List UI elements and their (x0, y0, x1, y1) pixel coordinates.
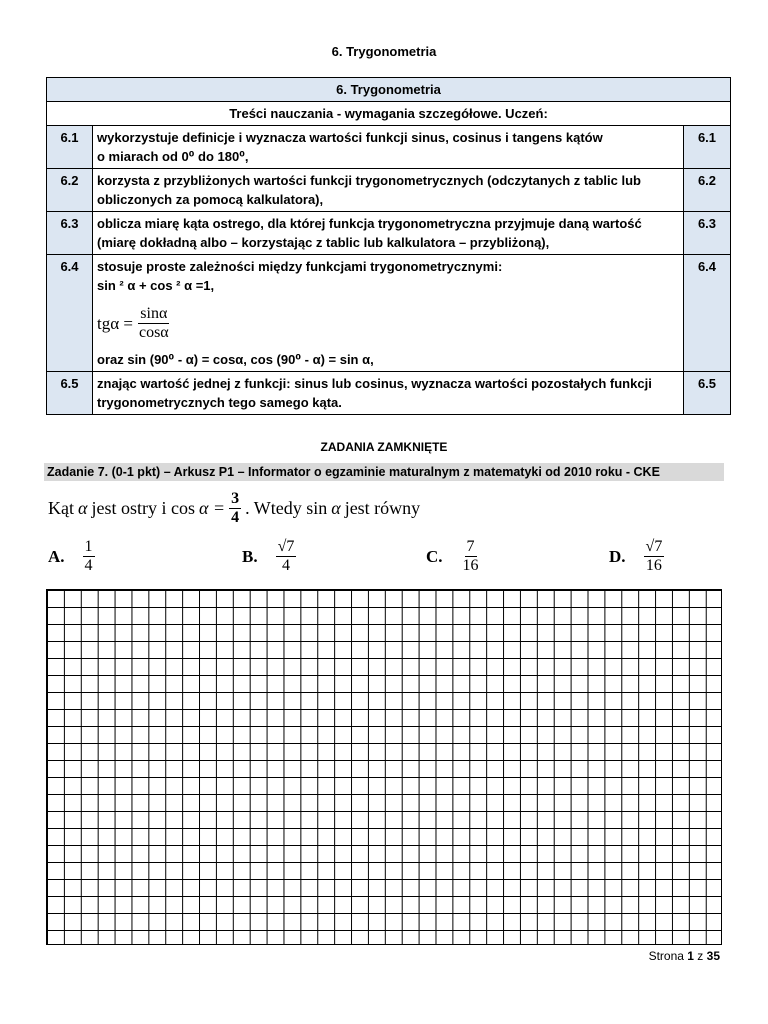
fraction-numerator: √7 (645, 538, 663, 555)
row-line: oblicza miarę kąta ostrego, dla której funkcja trygonometryczna przyjmuje daną wartość (97, 216, 642, 231)
row-line: oraz sin (90⁰ - α) = cosα, cos (90⁰ - α) = sin α, (97, 352, 374, 367)
row-code-right: 6.4 (684, 255, 731, 372)
row-line: (miarę dokładną albo – korzystając z tablic lub kalkulatora – przybliżoną), (97, 235, 550, 250)
table-row (47, 255, 731, 372)
fraction-numerator: 1 (84, 538, 93, 555)
fraction-denominator: 4 (281, 557, 290, 574)
answer-fraction (461, 538, 481, 575)
answer-letter: C. (426, 546, 443, 566)
fraction-denominator: 16 (462, 557, 479, 574)
footer-total: 35 (706, 949, 720, 963)
fraction-denominator: cosα (138, 324, 169, 341)
row-code: 6.5 (47, 372, 93, 415)
answer-fraction (83, 538, 95, 575)
row-line: o miarach od 0⁰ do 180⁰, (97, 149, 249, 164)
row-text (93, 126, 684, 169)
question-part: jest ostry i cos (91, 498, 195, 518)
footer-page: 1 (687, 949, 694, 963)
row-text (93, 169, 684, 212)
page-title: 6. Trygonometria (331, 44, 437, 59)
row-code: 6.3 (47, 212, 93, 255)
row-code-right: 6.5 (684, 372, 731, 415)
answer-letter: D. (609, 546, 626, 566)
question-text (48, 490, 420, 527)
fraction-denominator: 16 (645, 557, 662, 574)
table-header: 6. Trygonometria (47, 78, 731, 102)
section-title: ZADANIA ZAMKNIĘTE (320, 440, 448, 454)
question-alpha: α (78, 498, 88, 518)
row-text (93, 212, 684, 255)
row-code: 6.2 (47, 169, 93, 212)
table-row (47, 212, 731, 255)
fraction-numerator: √7 (277, 538, 295, 555)
answer-letter: A. (48, 546, 65, 566)
fraction-denominator: 4 (84, 557, 93, 574)
question-part: . Wtedy sin (245, 498, 328, 518)
formula-lhs: tgα = (97, 314, 133, 333)
row-line: sin ² α + cos ² α =1, (97, 278, 215, 293)
table-row (47, 169, 731, 212)
row-code-right: 6.1 (684, 126, 731, 169)
answer-option-b[interactable] (242, 538, 296, 575)
question-eq: α = (198, 498, 226, 518)
table-row (47, 372, 731, 415)
row-code: 6.1 (47, 126, 93, 169)
question-fraction (229, 490, 241, 527)
row-line: obliczonych za pomocą kalkulatora), (97, 192, 324, 207)
page-footer (649, 949, 720, 963)
formula-fraction (137, 305, 171, 342)
tangent-formula (97, 305, 679, 342)
requirements-table (46, 77, 731, 415)
task-header: Zadanie 7. (0-1 pkt) – Arkusz P1 – Informator o egzaminie maturalnym z matematyki od 2010 roku - CKE (44, 463, 724, 481)
answer-fraction (276, 538, 297, 575)
answer-option-c[interactable] (426, 538, 481, 575)
row-text (93, 372, 684, 415)
footer-sep: z (697, 949, 704, 963)
fraction-denominator: 4 (231, 509, 240, 526)
table-subheader: Treści nauczania - wymagania szczegółowe. Uczeń: (47, 102, 731, 126)
row-code-right: 6.2 (684, 169, 731, 212)
table-row (47, 126, 731, 169)
fraction-numerator: sinα (140, 305, 168, 322)
row-code-right: 6.3 (684, 212, 731, 255)
fraction-numerator: 7 (466, 538, 475, 555)
answer-option-a[interactable] (48, 538, 95, 575)
answer-fraction (644, 538, 665, 575)
row-code: 6.4 (47, 255, 93, 372)
row-line: stosuje proste zależności między funkcjami trygonometrycznymi: (97, 259, 503, 274)
scratch-grid (46, 589, 722, 945)
footer-prefix: Strona (648, 949, 684, 963)
question-alpha: α (331, 498, 341, 518)
answer-options (48, 538, 728, 588)
row-line: korzysta z przybliżonych wartości funkcji trygonometrycznych (odczytanych z tablic lub (97, 173, 641, 188)
row-line: wykorzystuje definicje i wyznacza wartości funkcji sinus, cosinus i tangens kątów (97, 130, 603, 145)
fraction-numerator: 3 (231, 490, 240, 507)
row-line: trygonometrycznych tego samego kąta. (97, 395, 342, 410)
answer-letter: B. (242, 546, 258, 566)
question-part: Kąt (48, 498, 74, 518)
question-part: jest równy (344, 498, 421, 518)
row-text (93, 255, 684, 372)
answer-option-d[interactable] (609, 538, 664, 575)
row-line: znając wartość jednej z funkcji: sinus lub cosinus, wyznacza wartości pozostałych funkcji (97, 376, 652, 391)
